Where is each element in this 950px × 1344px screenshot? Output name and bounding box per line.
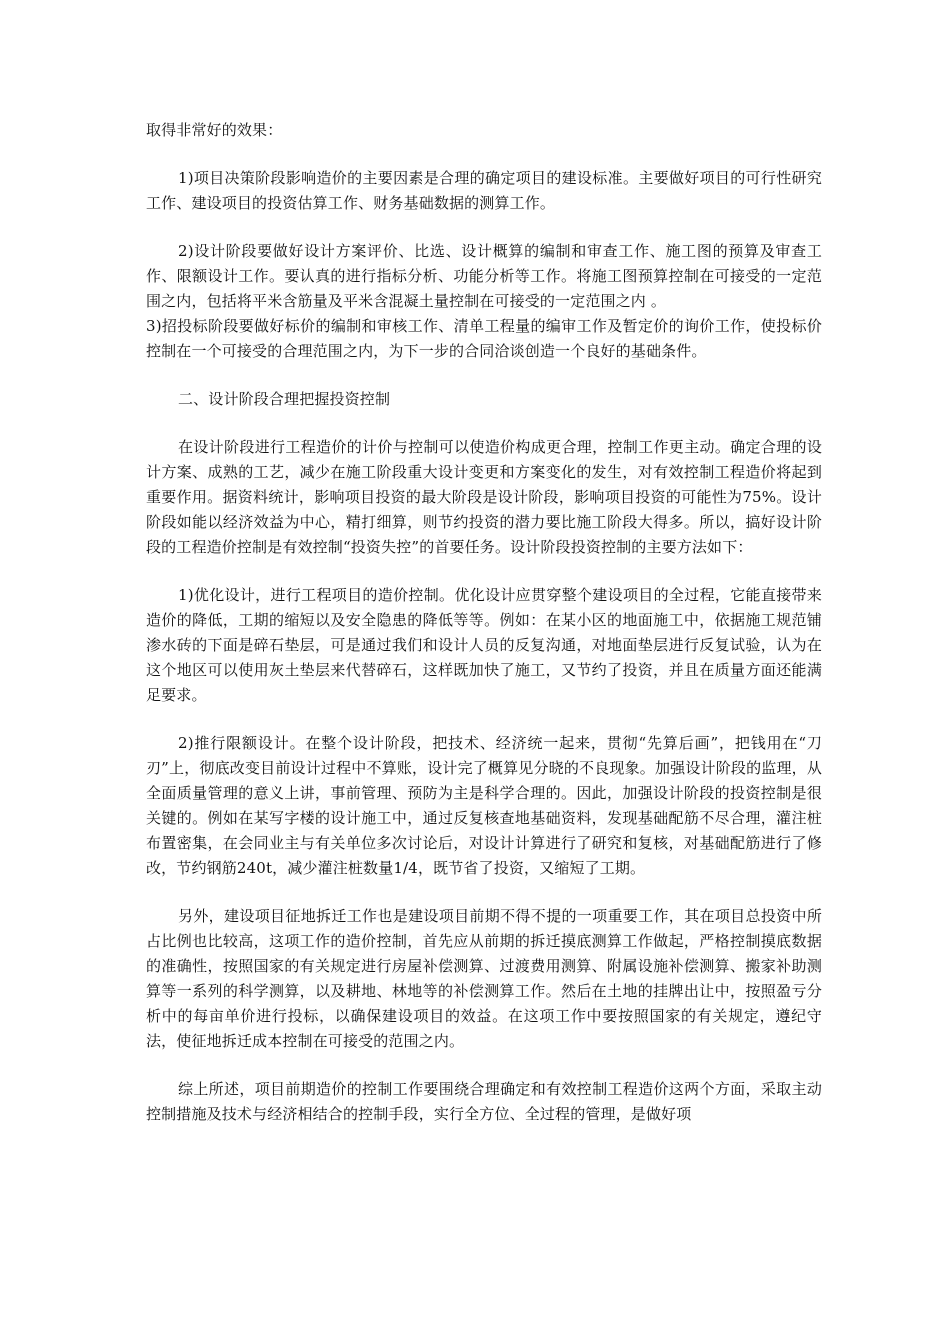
paragraph-decision-stage: 1)项目决策阶段影响造价的主要因素是合理的确定项目的建设标准。主要做好项目的可行性研究工作、建设项目的投资估算工作、财务基础数据的测算工作。 bbox=[146, 169, 822, 212]
paragraph-design-overview: 在设计阶段进行工程造价的计价与控制可以使造价构成更合理，控制工作更主动。确定合理的设计方案、成熟的工艺，减少在施工阶段重大设计变更和方案变化的发生，对有效控制工程造价将起到重要作用。据资料统计，影响项目投资的最大阶段是设计阶段，影响项目投资的可能性为75%。设计阶段如能以经济效益为中心，精打细算，则节约投资的潜力要比施工阶段大得多。所以，搞好设计阶段的工程造价控制是有效控制“投资失控”的首要任务。设计阶段投资控制的主要方法如下： bbox=[146, 438, 822, 556]
paragraph-optimize-design: 1)优化设计，进行工程项目的造价控制。优化设计应贯穿整个建设项目的全过程，它能直接带来造价的降低，工期的缩短以及安全隐患的降低等等。例如：在某小区的地面施工中，依据施工规范铺渗水砖的下面是碎石垫层，可是通过我们和设计人员的反复沟通，对地面垫层进行反复试验，认为在这个地区可以使用灰土垫层来代替碎石，这样既加快了施工，又节约了投资，并且在质量方面还能满足要求。 bbox=[146, 586, 822, 704]
paragraph-design-stage: 2)设计阶段要做好设计方案评价、比选、设计概算的编制和审查工作、施工图的预算及审查工作、限额设计工作。要认真的进行指标分析、功能分析等工作。将施工图预算控制在可接受的一定范围之内，包括将平米含筋量及平米含混凝土量控制在可接受的一定范围之内 。 bbox=[146, 242, 822, 310]
section-heading-design-control: 二、设计阶段合理把握投资控制 bbox=[178, 390, 391, 408]
paragraph-conclusion: 综上所述，项目前期造价的控制工作要围绕合理确定和有效控制工程造价这两个方面，采取主动控制措施及技术与经济相结合的控制手段，实行全方位、全过程的管理，是做好项 bbox=[146, 1080, 822, 1123]
paragraph-intro: 取得非常好的效果： bbox=[146, 121, 283, 139]
document-page bbox=[146, 118, 822, 1150]
paragraph-limit-design: 2)推行限额设计。在整个设计阶段，把技术、经济统一起来，贯彻“先算后画”，把钱用在“刀刃”上，彻底改变目前设计过程中不算账，设计完了概算见分晓的不良现象。加强设计阶段的监理，从全面质量管理的意义上讲，事前管理、预防为主是科学合理的。因此，加强设计阶段的投资控制是很关键的。例如在某写字楼的设计施工中，通过反复核查地基础资料，发现基础配筋不尽合理，灌注桩布置密集，在会同业主与有关单位多次讨论后，对设计计算进行了研究和复核，对基础配筋进行了修改，节约钢筋240t，减少灌注桩数量1/4，既节省了投资，又缩短了工期。 bbox=[146, 734, 822, 877]
paragraph-bidding-stage: 3)招投标阶段要做好标价的编制和审核工作、清单工程量的编审工作及暂定价的询价工作，使投标价控制在一个可接受的合理范围之内，为下一步的合同洽谈创造一个良好的基础条件。 bbox=[146, 317, 822, 360]
paragraph-land-acquisition: 另外，建设项目征地拆迁工作也是建设项目前期不得不提的一项重要工作，其在项目总投资中所占比例也比较高，这项工作的造价控制，首先应从前期的拆迁摸底测算工作做起，严格控制摸底数据的准确性，按照国家的有关规定进行房屋补偿测算、过渡费用测算、附属设施补偿测算、搬家补助测算等一系列的科学测算，以及耕地、林地等的补偿测算工作。然后在土地的挂牌出让中，按照盈亏分析中的每亩单价进行投标，以确保建设项目的效益。在这项工作中要按照国家的有关规定，遵纪守法，使征地拆迁成本控制在可接受的范围之内。 bbox=[146, 907, 822, 1050]
